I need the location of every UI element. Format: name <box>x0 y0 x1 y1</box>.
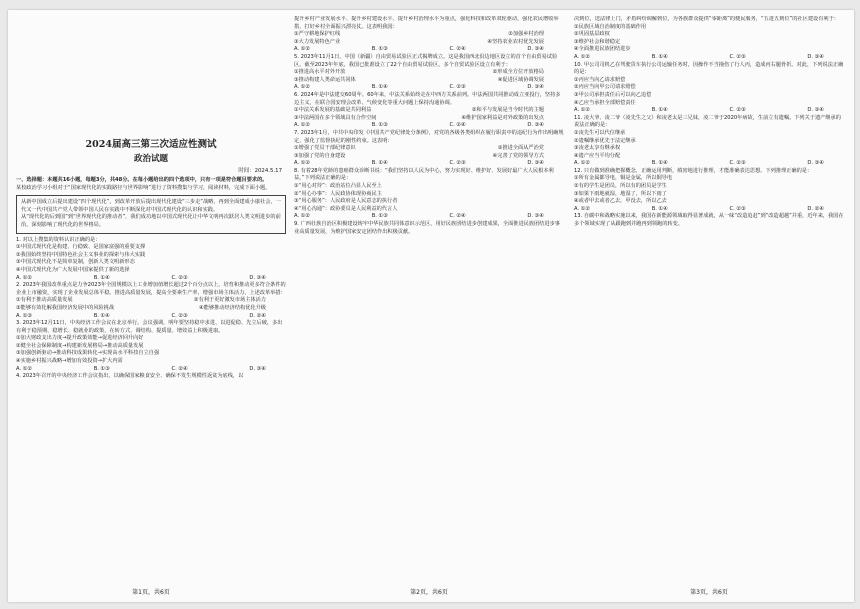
section-heading: 一、选择题：本题共16小题，每题3分，共48分。在每小题给出的四个选项中，只有一项是符合题目要求的。 <box>16 177 268 183</box>
choice-c: C. ②④ <box>171 365 188 372</box>
choice-b: B. ①④ <box>93 274 110 281</box>
choice-b: B. ①③ <box>371 213 388 220</box>
answer-choices <box>294 213 564 221</box>
option-item: ④或者甲去或者乙去，甲没去，所以乙去 <box>574 198 667 205</box>
material-intro: 某校政治学习小组对于“国家现代化的实践路径与世界影响”进行了资料搜集与学习，阅读材料，完成下面小题。 <box>16 184 271 191</box>
question-3: 3. 2023年12月11日，中央经济工作会议在北京举行。会议强调，明年要坚持稳中求进、以进促稳、先立后破，多出有利于稳预期、稳增长、稳就业的政策，在转方式、调结构、提质量、增效益上积极进取。 <box>16 320 283 334</box>
choice-b: B. ①④ <box>371 84 388 91</box>
choice-d: D. ③④ <box>807 53 824 60</box>
choice-a: A. ①② <box>294 46 311 53</box>
option-item: ④“用心沟通”：政协委员是人民利益的代言人 <box>294 205 398 212</box>
answer-choices <box>574 160 844 168</box>
option-item: ④乙应当承担全部赔偿责任 <box>574 99 636 106</box>
option-row <box>294 145 564 153</box>
choice-c: C. ②④ <box>449 46 466 53</box>
exam-title: 2024届高三第三次适应性测试 <box>85 139 217 150</box>
page-number-1: 第1页，共6页 <box>132 589 170 596</box>
question-10: 10. 甲公司司机乙在驾驶货车执行公司运输任务时，因操作不当撞伤了行人丙，造成丙右腿骨折。对此，下列说法正确的是： <box>574 61 844 76</box>
option-row <box>294 107 564 115</box>
choice-a: A. ①② <box>294 213 311 220</box>
option-item: ①民族区域自治制度的基础作用 <box>574 23 647 30</box>
question-12: 12. 只有做到准确把握概念，正确运用判断，缜密地进行推理，才能准确表达思想。下列推理正确的是： <box>574 167 813 174</box>
question-4: 4. 2023年召开的中央经济工作会议指出，以确保国家粮食安全、确保不发生规模性返贫为底线，以 <box>16 373 244 380</box>
option-row <box>294 77 564 85</box>
option-item: ①推进高水平对外开放 <box>294 69 346 76</box>
choice-d: D. ③④ <box>527 160 544 167</box>
material-paragraph: 从新中国成立后提出建设“四个现代化”，到改革开放后提出现代化建设“三步走”战略，再到全面建成小康社会，一代又一代中国共产党人带领中国人民在实践中不断深化对中国式现代化的认识和实践。 <box>21 199 281 213</box>
option-item: ②健全社会保障制度→构建新发展格局→推动高质量发展 <box>16 342 144 349</box>
exam-sheet <box>8 10 854 602</box>
choice-a: A. ①② <box>574 160 591 167</box>
option-row <box>16 297 286 305</box>
option-item: ③“用心服务”：人民政府是人民意志的执行者 <box>294 198 398 205</box>
choice-a: A. ①② <box>294 84 311 91</box>
choice-d: D. ③④ <box>527 46 544 53</box>
answer-choices <box>294 160 564 168</box>
choice-a: A. ①② <box>16 365 33 372</box>
choice-b: B. ①④ <box>651 205 668 212</box>
option-item: ③中法两国在多个领域具有合作空间 <box>294 114 377 121</box>
option-item: ①“用心对待”：政治站位凸显人民至上 <box>294 183 382 190</box>
exam-subject: 政治试题 <box>133 154 168 164</box>
option-item: ④能够推动经济结构优化升级 <box>199 304 266 311</box>
option-item: ③加强创新驱动→推动科技成果转化→实现高水平科技自立自强 <box>16 350 160 357</box>
choice-b: B. ①④ <box>93 312 110 319</box>
option-item: ②有的学生是团员，所以有的团员是学生 <box>574 183 667 190</box>
page-column-2 <box>294 16 564 576</box>
choice-b: B. ①④ <box>651 160 668 167</box>
option-item: ①增强了党员干部纪律意识 <box>294 145 356 152</box>
choice-c: C. ②③ <box>729 107 746 114</box>
option-item: ②丙应当向甲公司请求赔偿 <box>574 84 636 91</box>
option-item: ②遗嘱继承优先于法定继承 <box>574 137 636 144</box>
option-item: ①有利于推动高质量发展 <box>16 297 73 304</box>
option-item: ③加强了党的自身建设 <box>294 152 346 159</box>
option-item: ②形成全方位开放格局 <box>492 69 544 76</box>
option-item: ③如果下雨地就湿，地湿了，所以下雨了 <box>574 190 667 197</box>
choice-c: C. ②③ <box>729 205 746 212</box>
question-7: 7. 2023年1月，中共中央印发《中国共产党纪律处分条例》，对党的各级各类组织在履行职责中的违纪行为作出明确规定，强化了监督执纪的刚性约束。这表明： <box>294 129 564 144</box>
question-9-continued: 决到位，送法律上门，矛盾纠纷调解到位，为各族群众提供“零距离”的便民服务，“五进五到位”的社区建设有利于： <box>574 16 839 22</box>
option-item: ④中国式现代化为广大发展中国家提供了新的选择 <box>16 266 130 273</box>
choice-b: B. ①④ <box>371 160 388 167</box>
question-4-continued: 提升乡村产业发展水平、提升乡村建设水平、提升乡村治理水平为重点，强化科技和改革双轮驱动，强化农民增收举措，打好乡村全面振兴漂亮仗。这表明我国： <box>294 16 559 30</box>
question-13: 13. 自碳中和战略实施以来，我国在新能源领域取得显著成就，从一味“改造追赶”到“改造超越”并重，近年来，我国在多个领域实现了从跟跑到并跑再到领跑的转变。 <box>574 213 844 228</box>
choice-d: D. ②④ <box>249 312 266 319</box>
option-item: ④坚持农业农村优先发展 <box>487 38 544 45</box>
option-item: ③能够有效化解我国经济发展中的风险挑战 <box>16 304 115 311</box>
option-item: ③推动构建人类命运共同体 <box>294 76 356 83</box>
choice-a: A. ①② <box>16 274 33 281</box>
choice-d: D. ③④ <box>527 84 544 91</box>
answer-choices <box>294 122 564 130</box>
option-item: ③中国式现代化不是简单复制，创新人类文明新形态 <box>16 259 135 266</box>
choice-a: A. ①③ <box>16 312 33 319</box>
option-item: ③大力发展特色产业 <box>294 38 341 45</box>
option-item: ②“用心办事”：人民政协体现协商民主 <box>294 190 382 197</box>
choice-d: D. ③④ <box>527 213 544 220</box>
option-item: ④实施乡村振兴战略→增加有效投资→扩大内需 <box>16 358 123 365</box>
question-11: 11. 凌大爷、凌二爷（凌先生之父）和凌老太是三兄妹，凌二爷于2020年病故，生前立有遗嘱。下列关于遗产继承的说法正确的是： <box>574 114 841 129</box>
answer-choices <box>574 54 844 62</box>
choice-d: D. ③④ <box>807 107 824 114</box>
choice-c: C. ②③ <box>729 53 746 60</box>
option-item: ④全面推进民族团结进步 <box>574 46 631 53</box>
option-row <box>294 69 564 77</box>
option-item: ②推进全面从严治党 <box>497 145 544 152</box>
page-number-3: 第3页，共6页 <box>690 589 728 596</box>
option-row <box>294 115 564 123</box>
option-item: ①严守耕地保护红线 <box>294 31 341 38</box>
option-item: ③凌老太享有继承权 <box>574 145 621 152</box>
choice-b: B. ①④ <box>651 107 668 114</box>
option-item: ①加大财政支出力度→提升政策效能→促进经济回升向好 <box>16 335 144 342</box>
answer-choices <box>294 46 564 54</box>
choice-b: B. ①③ <box>371 46 388 53</box>
option-item: ②巩固基层政权 <box>574 31 610 38</box>
question-8: 8. 有着28年党龄的患癌群众诊断书说：“我们坚持以人民为中心，努力实现好、维护好、发展好最广大人民根本利益。”下列说法正确的是： <box>294 167 554 182</box>
choice-c: C. ②③ <box>449 84 466 91</box>
exam-time: 时间：2024.5.17 <box>238 168 282 174</box>
choice-a: A. ①② <box>574 53 591 60</box>
material-paragraph: 从“现代化的后到国”到“世界现代化的推动者”，我们成功地以中国式现代化让中华文明再次跃居人类文明进步的前沿，深刻影响了现代化的世界格局。 <box>21 214 281 228</box>
option-row <box>294 153 564 161</box>
choice-a: A. ①② <box>574 107 591 114</box>
option-item: ②我国始终坚持中国特色社会主义事业的探索与伟大实践 <box>16 251 146 258</box>
choice-a: A. ①② <box>294 160 311 167</box>
option-item: ②加强乡村治理 <box>508 31 544 38</box>
option-item: ①所有金属都导电，铜是金属，所以铜导电 <box>574 175 673 182</box>
page-column-1 <box>16 16 286 576</box>
choice-c: C. ②③ <box>729 160 746 167</box>
material-box <box>16 195 286 233</box>
question-1: 1. 对以上搜集的资料认识正确的是： <box>16 236 101 243</box>
answer-choices <box>16 275 286 283</box>
answer-choices <box>16 313 286 321</box>
choice-d: D. ③④ <box>249 274 266 281</box>
option-item: ④促进区域协调发展 <box>497 76 544 83</box>
question-2: 2. 2023年我国改革重点是力争2023年全国规模以上工业增加值增长超过2个百分点以上，培育和推动更多符合条件的企业上市融资，实现了企业发展总体平稳。推进高质量发展，提高全要素生产率，增强市场主体活力，上述改革举措： <box>16 282 286 296</box>
choice-c: C. ②③ <box>449 160 466 167</box>
page-number-2: 第2页，共6页 <box>410 589 448 596</box>
choice-a: A. ①② <box>294 122 311 129</box>
option-row <box>294 39 564 47</box>
answer-choices <box>294 84 564 92</box>
option-item: ②有利于更好激发市场主体活力 <box>193 297 266 304</box>
choice-c: C. ②④ <box>449 122 466 129</box>
question-9: 9. 广西壮族自治区积极建设铸牢中华民族共同体意识示范区，用好民族团结进步创建成果，全面推进民族团结进步事业高质量发展，为维护国家安定团结作出积极贡献。 <box>294 221 560 235</box>
choice-d: D. ③④ <box>527 122 544 129</box>
option-item: ③维护社会和谐稳定 <box>574 38 621 45</box>
answer-choices <box>574 107 844 115</box>
option-item: ④完善了党的领导方式 <box>492 152 544 159</box>
option-item: ④维护国家利益是对外政策的出发点 <box>461 114 544 121</box>
choice-c: C. ②③ <box>171 274 188 281</box>
choice-c: C. ②③ <box>171 312 188 319</box>
choice-d: D. ②④ <box>807 205 824 212</box>
choice-b: B. ①③ <box>93 365 110 372</box>
option-item: ①中国式现代化是构建、行稳致、是国家富强的重要支撑 <box>16 244 146 251</box>
option-item: ④遗产应当平均分配 <box>574 152 621 159</box>
option-item: ①丙应当向乙请求赔偿 <box>574 76 626 83</box>
option-row <box>16 305 286 313</box>
choice-a: A. ①② <box>574 205 591 212</box>
option-item: ①中法关系发展的基础是共同利益 <box>294 107 372 114</box>
choice-b: B. ①③ <box>371 122 388 129</box>
page-column-3 <box>574 16 844 576</box>
choice-d: D. ③④ <box>249 365 266 372</box>
question-5: 5. 2023年11月1日，中国（新疆）自由贸易试验区正式揭牌成立。这是我国西北沿边地区设立的首个自由贸易试验区。截至2023年年底，我国已批准设立了22个自由贸易试验区，多个自贸试验区设立有利于： <box>294 53 558 68</box>
choice-b: B. ①④ <box>651 53 668 60</box>
option-item: ①凌先生可以代位继承 <box>574 129 626 136</box>
question-6: 6. 2024年是中法建交60周年。60年来，中法关系始终走在中西方关系前列。中法两国共同推动成立亚投行，坚持多边主义，在联合国安理会改革、气候变化等重大问题上保持沟通协调。 <box>294 91 561 106</box>
option-item: ②和平与发展是当今时代的主题 <box>471 107 544 114</box>
option-item: ③甲公司承担责任后可以向乙追偿 <box>574 91 652 98</box>
choice-d: D. ③④ <box>807 160 824 167</box>
option-row <box>294 31 564 39</box>
choice-c: C. ②④ <box>449 213 466 220</box>
